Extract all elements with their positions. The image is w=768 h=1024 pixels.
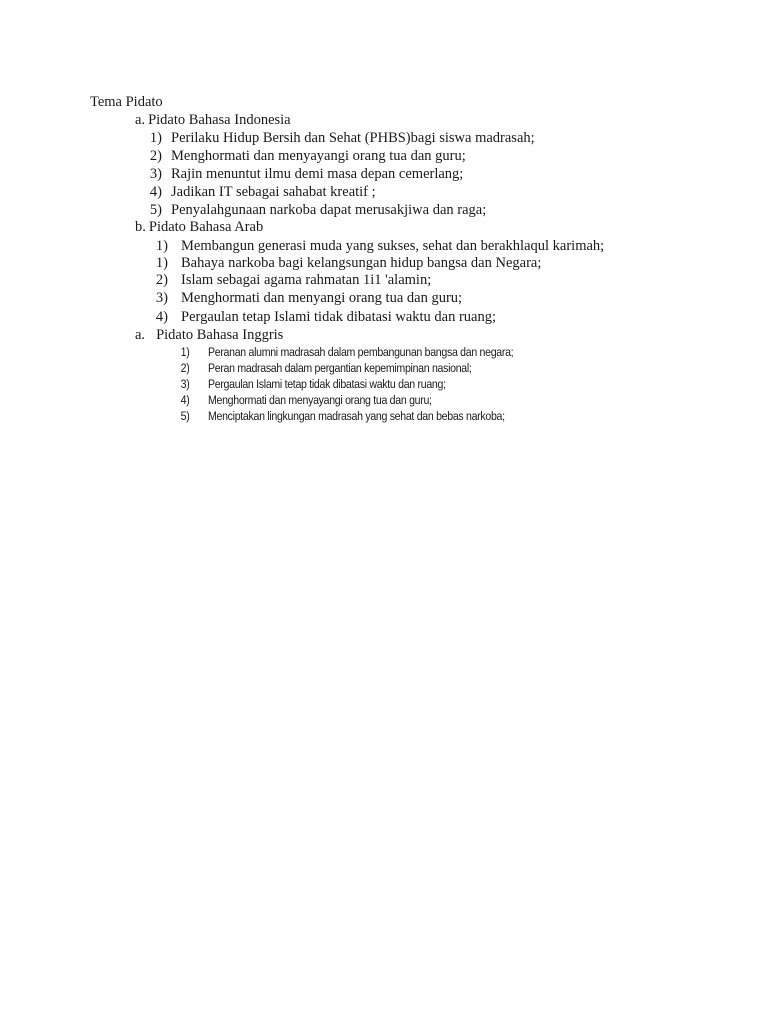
item-text: Menciptakan lingkungan madrasah yang sehat dan bebas narkoba; <box>207 409 505 423</box>
item-number: 1) <box>180 345 190 359</box>
document-title: Tema Pidato <box>90 94 163 110</box>
section-heading: Pidato Bahasa Arab <box>148 219 264 235</box>
item-number: 3) <box>155 290 168 306</box>
item-text: Penyalahgunaan narkoba dapat merusakjiwa dan raga; <box>171 202 487 218</box>
item-number: 4) <box>180 393 190 407</box>
item-number: 1) <box>155 255 168 271</box>
item-number: 3) <box>149 166 162 182</box>
item-text: Menghormati dan menyayangi orang tua dan guru; <box>171 148 466 164</box>
section-heading: Pidato Bahasa Inggris <box>156 327 284 343</box>
item-text: Membangun generasi muda yang sukses, sehat dan berakhlaqul karimah; <box>181 238 605 254</box>
section-heading: Pidato Bahasa Indonesia <box>148 112 291 128</box>
item-text: Menghormati dan menyangi orang tua dan guru; <box>181 290 463 306</box>
item-text: Islam sebagai agama rahmatan 1i1 'alamin; <box>181 272 432 288</box>
item-number: 2) <box>155 272 168 288</box>
section-marker: a. <box>135 327 146 343</box>
item-number: 4) <box>155 309 168 325</box>
item-text: Peranan alumni madrasah dalam pembangunan bangsa dan negara; <box>207 345 514 359</box>
item-number: 1) <box>149 130 162 146</box>
item-text: Pergaulan tetap Islami tidak dibatasi waktu dan ruang; <box>181 309 497 325</box>
section-inggris-heading <box>135 326 283 344</box>
item-text: Jadikan IT sebagai sahabat kreatif ; <box>171 184 376 200</box>
item-number: 5) <box>180 409 190 423</box>
item-number: 2) <box>180 361 190 375</box>
item-text: Rajin menuntut ilmu demi masa depan cemerlang; <box>171 166 464 182</box>
item-text: Peran madrasah dalam pergantian kepemimpinan nasional; <box>207 361 472 375</box>
section-marker: a. <box>135 112 146 128</box>
item-number: 4) <box>149 184 162 200</box>
item-number: 1) <box>155 238 168 254</box>
item-text: Menghormati dan menyayangi orang tua dan guru; <box>207 393 432 407</box>
section-indonesia-heading <box>135 111 291 129</box>
item-number: 5) <box>149 202 162 218</box>
item-number: 2) <box>149 148 162 164</box>
item-text: Pergaulan Islami tetap tidak dibatasi waktu dan ruang; <box>207 377 446 391</box>
item-text: Bahaya narkoba bagi kelangsungan hidup bangsa dan Negara; <box>181 255 542 271</box>
section-arab-heading <box>135 218 263 236</box>
section-marker: b. <box>135 219 146 235</box>
item-text: Perilaku Hidup Bersih dan Sehat (PHBS)bagi siswa madrasah; <box>171 130 535 146</box>
item-number: 3) <box>180 377 190 391</box>
